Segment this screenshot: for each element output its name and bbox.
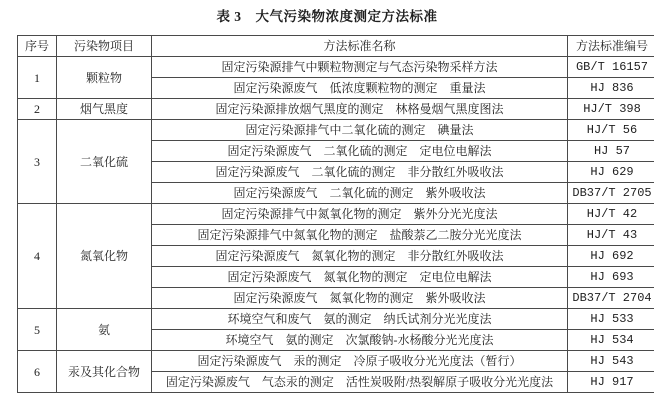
serial-number-cell: 5	[18, 309, 57, 351]
method-name-cell: 环境空气 氨的测定 次氯酸钠-水杨酸分光光度法	[152, 330, 568, 351]
method-name-cell: 固定污染源排气中氮氧化物的测定 盐酸萘乙二胺分光光度法	[152, 225, 568, 246]
serial-number-cell: 4	[18, 204, 57, 309]
method-name-cell: 固定污染源排气中二氧化硫的测定 碘量法	[152, 120, 568, 141]
method-name-cell: 固定污染源排气中颗粒物测定与气态污染物采样方法	[152, 57, 568, 78]
table-row	[18, 99, 654, 120]
method-name-cell: 固定污染源废气 汞的测定 冷原子吸收分光光度法（暂行）	[152, 351, 568, 372]
table-row	[18, 204, 654, 225]
table-body	[18, 57, 654, 393]
method-code-cell: HJ/T 398	[568, 99, 654, 120]
method-name-cell: 固定污染源废气 氮氧化物的测定 定电位电解法	[152, 267, 568, 288]
method-name-cell: 固定污染源废气 氮氧化物的测定 非分散红外吸收法	[152, 246, 568, 267]
header-method-code: 方法标准编号	[568, 36, 654, 57]
method-code-cell: HJ 534	[568, 330, 654, 351]
standards-table	[17, 35, 654, 393]
method-name-cell: 固定污染源废气 低浓度颗粒物的测定 重量法	[152, 78, 568, 99]
serial-number-cell: 1	[18, 57, 57, 99]
method-name-cell: 固定污染源废气 气态汞的测定 活性炭吸附/热裂解原子吸收分光光度法	[152, 372, 568, 393]
serial-number-cell: 6	[18, 351, 57, 393]
method-code-cell: HJ/T 42	[568, 204, 654, 225]
method-name-cell: 固定污染源废气 氮氧化物的测定 紫外吸收法	[152, 288, 568, 309]
table-row	[18, 309, 654, 330]
table-row	[18, 120, 654, 141]
method-name-cell: 固定污染源废气 二氧化硫的测定 非分散红外吸收法	[152, 162, 568, 183]
method-code-cell: GB/T 16157	[568, 57, 654, 78]
method-code-cell: HJ 917	[568, 372, 654, 393]
method-name-cell: 固定污染源排气中氮氧化物的测定 紫外分光光度法	[152, 204, 568, 225]
method-name-cell: 固定污染源废气 二氧化硫的测定 定电位电解法	[152, 141, 568, 162]
table-title: 表 3 大气污染物浓度测定方法标准	[216, 9, 438, 24]
pollutant-item-cell: 氮氧化物	[57, 204, 152, 309]
method-code-cell: HJ 692	[568, 246, 654, 267]
serial-number-cell: 2	[18, 99, 57, 120]
pollutant-item-cell: 汞及其化合物	[57, 351, 152, 393]
serial-number-cell: 3	[18, 120, 57, 204]
method-code-cell: HJ 629	[568, 162, 654, 183]
method-code-cell: DB37/T 2705	[568, 183, 654, 204]
table-row	[18, 57, 654, 78]
method-code-cell: HJ 836	[568, 78, 654, 99]
method-code-cell: HJ 693	[568, 267, 654, 288]
method-code-cell: DB37/T 2704	[568, 288, 654, 309]
method-code-cell: HJ/T 43	[568, 225, 654, 246]
method-name-cell: 固定污染源排放烟气黑度的测定 林格曼烟气黑度图法	[152, 99, 568, 120]
pollutant-item-cell: 二氧化硫	[57, 120, 152, 204]
pollutant-item-cell: 颗粒物	[57, 57, 152, 99]
method-name-cell: 固定污染源废气 二氧化硫的测定 紫外吸收法	[152, 183, 568, 204]
header-pollutant-item: 污染物项目	[57, 36, 152, 57]
pollutant-item-cell: 烟气黑度	[57, 99, 152, 120]
method-code-cell: HJ 533	[568, 309, 654, 330]
method-code-cell: HJ 57	[568, 141, 654, 162]
header-serial-number: 序号	[18, 36, 57, 57]
method-code-cell: HJ/T 56	[568, 120, 654, 141]
method-code-cell: HJ 543	[568, 351, 654, 372]
table-header-row	[18, 36, 654, 57]
header-method-name: 方法标准名称	[152, 36, 568, 57]
table-row	[18, 351, 654, 372]
pollutant-item-cell: 氨	[57, 309, 152, 351]
method-name-cell: 环境空气和废气 氨的测定 纳氏试剂分光光度法	[152, 309, 568, 330]
